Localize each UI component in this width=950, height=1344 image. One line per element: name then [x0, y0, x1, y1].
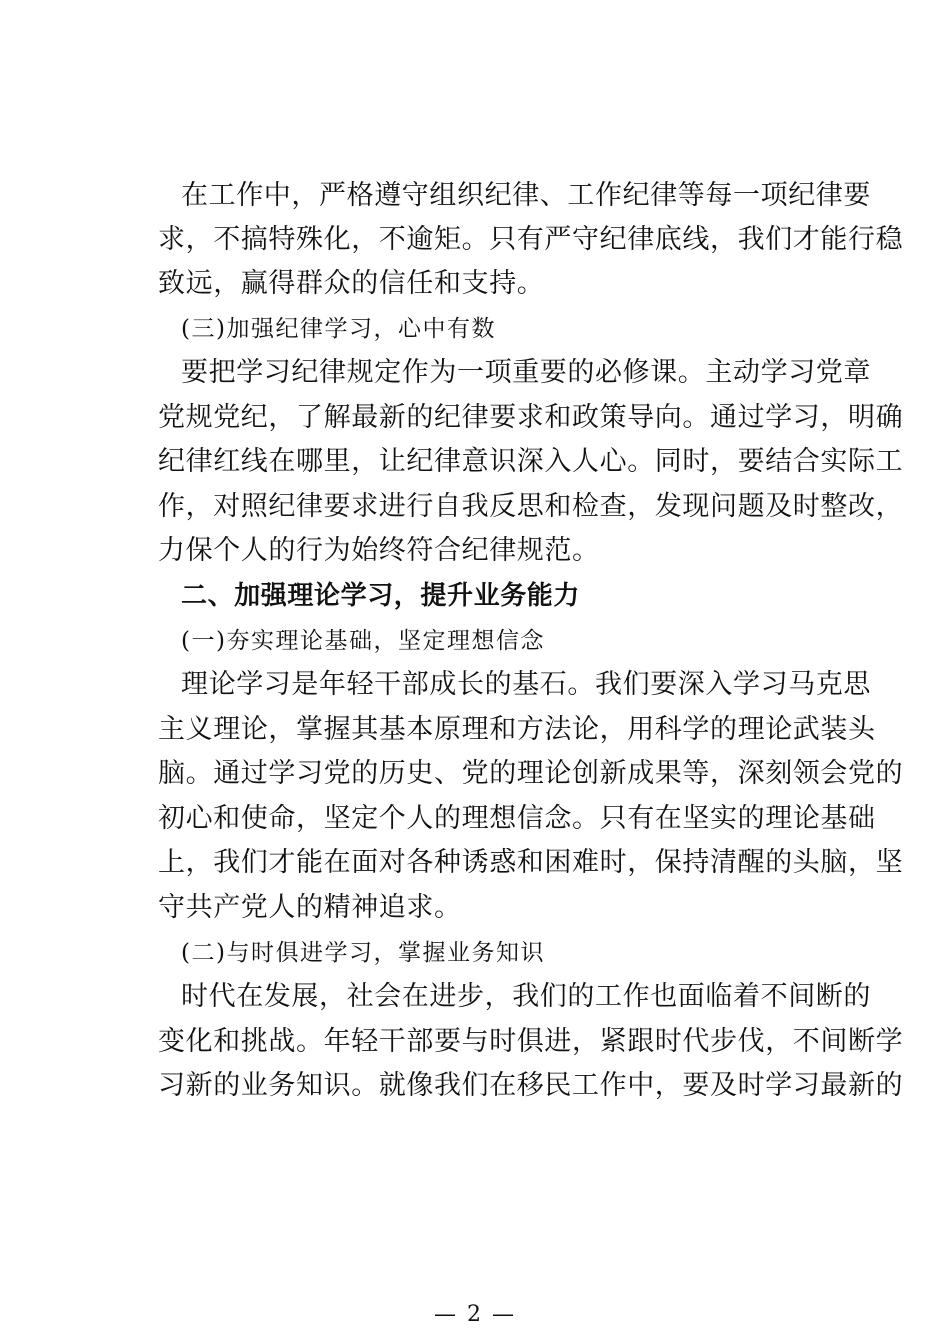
paragraph-line: 变化和挑战。年轻干部要与时俱进，紧跟时代步伐，不间断学 — [158, 1026, 904, 1057]
paragraph-line: 守共产党人的精神追求。 — [158, 892, 462, 923]
paragraph-line: 上，我们才能在面对各种诱惑和困难时，保持清醒的头脑，坚 — [158, 847, 904, 878]
paragraph-line: 主义理论，掌握其基本原理和方法论，用科学的理论武装头 — [158, 714, 876, 745]
paragraph-line: 脑。通过学习党的历史、党的理论创新成果等，深刻领会党的 — [158, 758, 904, 789]
paragraph-line: 作，对照纪律要求进行自我反思和检查，发现问题及时整改， — [158, 491, 904, 522]
chapter-heading: 二、加强理论学习，提升业务能力 — [181, 581, 581, 611]
section-heading: (三)加强纪律学习，心中有数 — [181, 316, 496, 342]
paragraph-line: 习新的业务知识。就像我们在移民工作中，要及时学习最新的 — [158, 1070, 904, 1101]
page-number: — 2 — — [434, 1302, 516, 1327]
paragraph-line: 力保个人的行为始终符合纪律规范。 — [158, 535, 600, 566]
paragraph-line: 时代在发展，社会在进步，我们的工作也面临着不间断的 — [181, 981, 871, 1012]
paragraph-line: 党规党纪，了解最新的纪律要求和政策导向。通过学习，明确 — [158, 402, 904, 433]
paragraph-line: 纪律红线在哪里，让纪律意识深入人心。同时，要结合实际工 — [158, 446, 904, 477]
section-heading: (二)与时俱进学习，掌握业务知识 — [181, 940, 545, 966]
section-heading: (一)夯实理论基础，坚定理想信念 — [181, 628, 545, 654]
paragraph-line: 初心和使命，坚定个人的理想信念。只有在坚实的理论基础 — [158, 803, 876, 834]
paragraph-line: 致远，赢得群众的信任和支持。 — [158, 268, 545, 299]
paragraph-line: 在工作中，严格遵守组织纪律、工作纪律等每一项纪律要 — [181, 180, 871, 211]
paragraph-line: 要把学习纪律规定作为一项重要的必修课。主动学习党章 — [181, 357, 871, 388]
paragraph-line: 理论学习是年轻干部成长的基石。我们要深入学习马克思 — [181, 669, 871, 700]
paragraph-line: 求，不搞特殊化，不逾矩。只有严守纪律底线，我们才能行稳 — [158, 224, 904, 255]
